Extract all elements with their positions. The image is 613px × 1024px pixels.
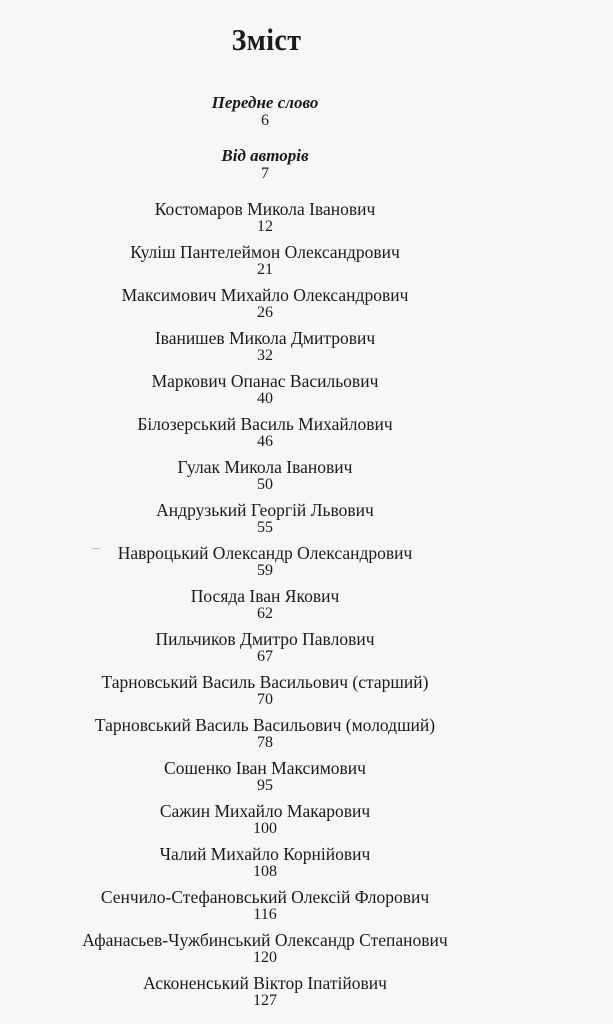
toc-entry-page: 59 <box>257 562 273 579</box>
toc-entry-page: 70 <box>257 691 273 708</box>
table-of-contents <box>0 94 530 1017</box>
toc-entry <box>0 372 530 415</box>
toc-entry-page: 100 <box>253 820 277 837</box>
toc-entry <box>0 458 530 501</box>
toc-entry-page: 40 <box>257 390 273 407</box>
toc-entry <box>0 716 530 759</box>
toc-entry <box>0 415 530 458</box>
toc-entry-name: Тарновський Василь Васильович (старший) <box>101 672 429 692</box>
toc-front-page: 7 <box>261 165 269 182</box>
toc-entry <box>0 501 530 544</box>
toc-entry <box>0 759 530 802</box>
toc-entry-name: Максимович Михайло Олександрович <box>121 285 409 305</box>
toc-entry-name: Навроцький Олександр Олександрович <box>117 543 413 563</box>
toc-entry-name: Пильчиков Дмитро Павлович <box>155 629 375 649</box>
toc-entry-page: 46 <box>257 433 273 450</box>
toc-entry-name: Маркович Опанас Васильович <box>151 371 379 391</box>
toc-entry <box>0 200 530 243</box>
toc-entry <box>0 673 530 716</box>
toc-front-title: Передне слово <box>211 93 319 112</box>
toc-front-entry <box>0 147 530 200</box>
toc-entry-page: 26 <box>257 304 273 321</box>
toc-entry <box>0 587 530 630</box>
toc-entry-name: Костомаров Микола Іванович <box>154 199 376 219</box>
toc-entry-name: Тарновський Василь Васильович (молодший) <box>94 715 436 735</box>
toc-entry-page: 12 <box>257 218 273 235</box>
toc-entry-page: 21 <box>257 261 273 278</box>
toc-entry-page: 127 <box>253 992 277 1009</box>
toc-front-page: 6 <box>261 112 269 129</box>
toc-front-title: Від авторів <box>221 146 309 165</box>
toc-entry-name: Афанасьев-Чужбинський Олександр Степанович <box>82 930 448 950</box>
toc-entry-name: Іванишев Микола Дмитрович <box>154 328 376 348</box>
toc-entry-page: 50 <box>257 476 273 493</box>
toc-entry <box>0 931 530 974</box>
toc-entry-page: 78 <box>257 734 273 751</box>
toc-entry-name: Гулак Микола Іванович <box>177 457 353 477</box>
toc-entry-page: 120 <box>253 949 277 966</box>
toc-entry <box>0 845 530 888</box>
toc-entry-name: Сенчило-Стефановський Олексій Флорович <box>100 887 430 907</box>
paper-speck <box>92 548 100 549</box>
toc-front-entry <box>0 94 530 147</box>
toc-entry-name: Посяда Іван Якович <box>190 586 340 606</box>
toc-entry <box>0 630 530 673</box>
toc-entry-page: 116 <box>253 906 277 923</box>
toc-entry-name: Асконенський Віктор Іпатійович <box>143 973 387 993</box>
toc-entry <box>0 243 530 286</box>
toc-entry-name: Сажин Михайло Макарович <box>159 801 371 821</box>
page-title: Зміст <box>231 22 302 57</box>
toc-entry-name: Чалий Михайло Корнійович <box>159 844 371 864</box>
toc-entry <box>0 974 530 1017</box>
toc-entry-page: 95 <box>257 777 273 794</box>
toc-entry-page: 62 <box>257 605 273 622</box>
toc-entry-name: Андрузький Георгій Львович <box>156 500 374 520</box>
toc-entry-page: 67 <box>257 648 273 665</box>
toc-entry <box>0 802 530 845</box>
toc-entry-name: Куліш Пантелеймон Олександрович <box>130 242 400 262</box>
toc-entry-page: 55 <box>257 519 273 536</box>
toc-entry <box>0 286 530 329</box>
toc-entry <box>0 544 530 587</box>
toc-entry <box>0 329 530 372</box>
toc-entry-name: Білозерський Василь Михайлович <box>137 414 393 434</box>
toc-entry-name: Сошенко Іван Максимович <box>164 758 366 778</box>
toc-entry-page: 108 <box>253 863 277 880</box>
toc-person-list <box>0 200 530 1017</box>
toc-entry <box>0 888 530 931</box>
toc-entry-page: 32 <box>257 347 273 364</box>
